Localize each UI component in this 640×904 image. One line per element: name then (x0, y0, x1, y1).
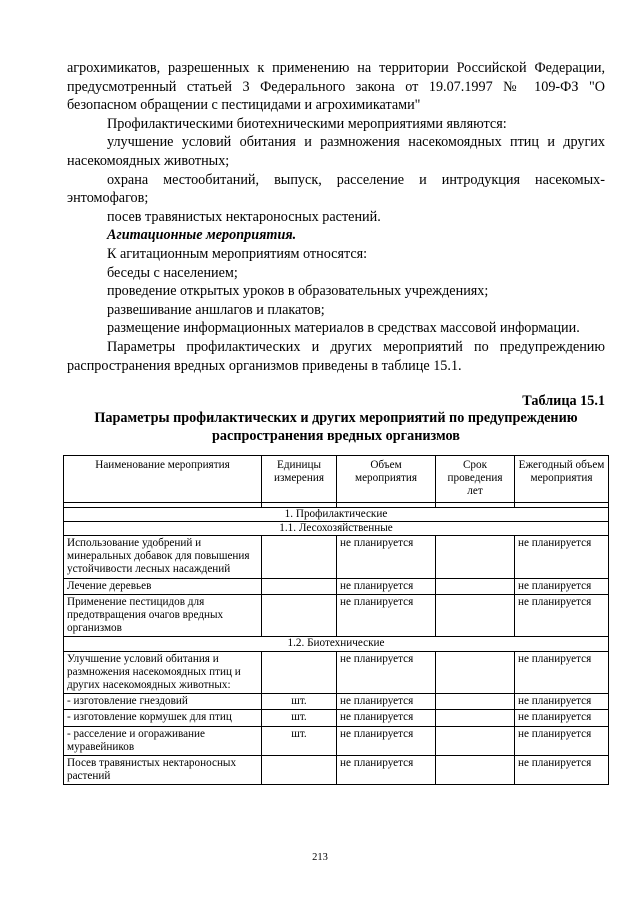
table-row (64, 594, 609, 637)
table-cell: не планируется (337, 726, 436, 755)
table-cell: не планируется (337, 694, 436, 710)
section-title: 1.1. Лесохозяйственные (64, 521, 609, 535)
paragraph: развешивание аншлагов и плакатов; (107, 301, 325, 318)
table-cell: не планируется (337, 578, 436, 594)
section-heading: Агитационные мероприятия. (107, 227, 297, 244)
table-cell (262, 578, 337, 594)
table-cell: Использование удобрений и минеральных добавок для повышения устойчивости лесных насаждений (64, 536, 262, 579)
table-title: Параметры профилактических и других мероприятий по предупреждению распространения вредных организмов (94, 410, 578, 444)
table-row (64, 536, 609, 579)
table-cell (436, 594, 515, 637)
table-cell: не планируется (515, 651, 609, 694)
paragraph: размещение информационных материалов в средствах массовой информации. (107, 320, 580, 337)
table-cell: не планируется (515, 694, 609, 710)
table-body (64, 507, 609, 785)
table-row (64, 578, 609, 594)
table-header-row (64, 456, 609, 503)
table-cell: не планируется (515, 710, 609, 726)
header-cell: Единицы измерения (262, 456, 337, 503)
table-cell: не планируется (337, 536, 436, 579)
table-row (64, 651, 609, 694)
table-cell: не планируется (515, 594, 609, 637)
table-cell: не планируется (337, 710, 436, 726)
table-cell (262, 651, 337, 694)
table-cell (436, 578, 515, 594)
table-cell: Применение пестицидов для предотвращения очагов вредных организмов (64, 594, 262, 637)
table-cell: не планируется (515, 536, 609, 579)
header-cell: Объем мероприятия (337, 456, 436, 503)
table-cell (436, 651, 515, 694)
header-cell: Наименование мероприятия (64, 456, 262, 503)
paragraph: агрохимикатов, разрешенных к применению на территории Российской Федерации, предусмотренный статьей 3 Федерального закона от 19.07.1997 № 109-ФЗ "О безопасном обращении с пестицидами и агрохимикатами" (67, 60, 605, 114)
paragraph: проведение открытых уроков в образовательных учреждениях; (107, 283, 489, 300)
table-cell (262, 756, 337, 785)
measures-table (63, 455, 609, 785)
table-cell: не планируется (337, 594, 436, 637)
paragraph: К агитационным мероприятиям относятся: (107, 245, 368, 262)
table-cell: не планируется (515, 756, 609, 785)
section-row (64, 637, 609, 651)
table-cell (436, 710, 515, 726)
paragraph: беседы с населением; (107, 264, 238, 281)
table-cell: шт. (262, 694, 337, 710)
table-cell (262, 536, 337, 579)
table-row (64, 726, 609, 755)
paragraph: посев травянистых нектароносных растений. (107, 208, 381, 225)
table-cell: шт. (262, 726, 337, 755)
table-row (64, 694, 609, 710)
table-cell: Посев травянистых нектароносных растений (64, 756, 262, 785)
table-cell: не планируется (515, 578, 609, 594)
paragraph: улучшение условий обитания и размножения насекомоядных птиц и других насекомоядных животных; (67, 134, 605, 169)
section-title: 1. Профилактические (64, 507, 609, 521)
table-cell: - расселение и огораживание муравейников (64, 726, 262, 755)
table-cell (436, 726, 515, 755)
paragraph: Профилактическими биотехническими мероприятиями являются: (107, 115, 507, 132)
table-cell: - изготовление кормушек для птиц (64, 710, 262, 726)
table-cell (436, 756, 515, 785)
table-cell (262, 594, 337, 637)
table-cell: шт. (262, 710, 337, 726)
header-cell: Срок проведения лет (436, 456, 515, 503)
paragraph: охрана местообитаний, выпуск, расселение и интродукция насекомых-энтомофагов; (67, 171, 605, 207)
table-row (64, 710, 609, 726)
table-cell: Лечение деревьев (64, 578, 262, 594)
table-cell: - изготовление гнездовий (64, 694, 262, 710)
page-number: 213 (312, 852, 328, 863)
table-cell: не планируется (337, 651, 436, 694)
table-cell (436, 694, 515, 710)
body-text (67, 59, 605, 375)
section-row (64, 521, 609, 535)
section-row (64, 507, 609, 521)
table-cell: не планируется (515, 726, 609, 755)
table-cell: не планируется (337, 756, 436, 785)
table-number: Таблица 15.1 (522, 393, 605, 409)
header-cell: Ежегодный объем мероприятия (515, 456, 609, 503)
table-cell (436, 536, 515, 579)
table-row (64, 756, 609, 785)
table-cell: Улучшение условий обитания и размножения насекомоядных птиц и других насекомоядных животных: (64, 651, 262, 694)
paragraph: Параметры профилактических и других мероприятий по предупреждению распространения вредных организмов приведены в таблице 15.1. (67, 338, 605, 374)
section-title: 1.2. Биотехнические (64, 637, 609, 651)
